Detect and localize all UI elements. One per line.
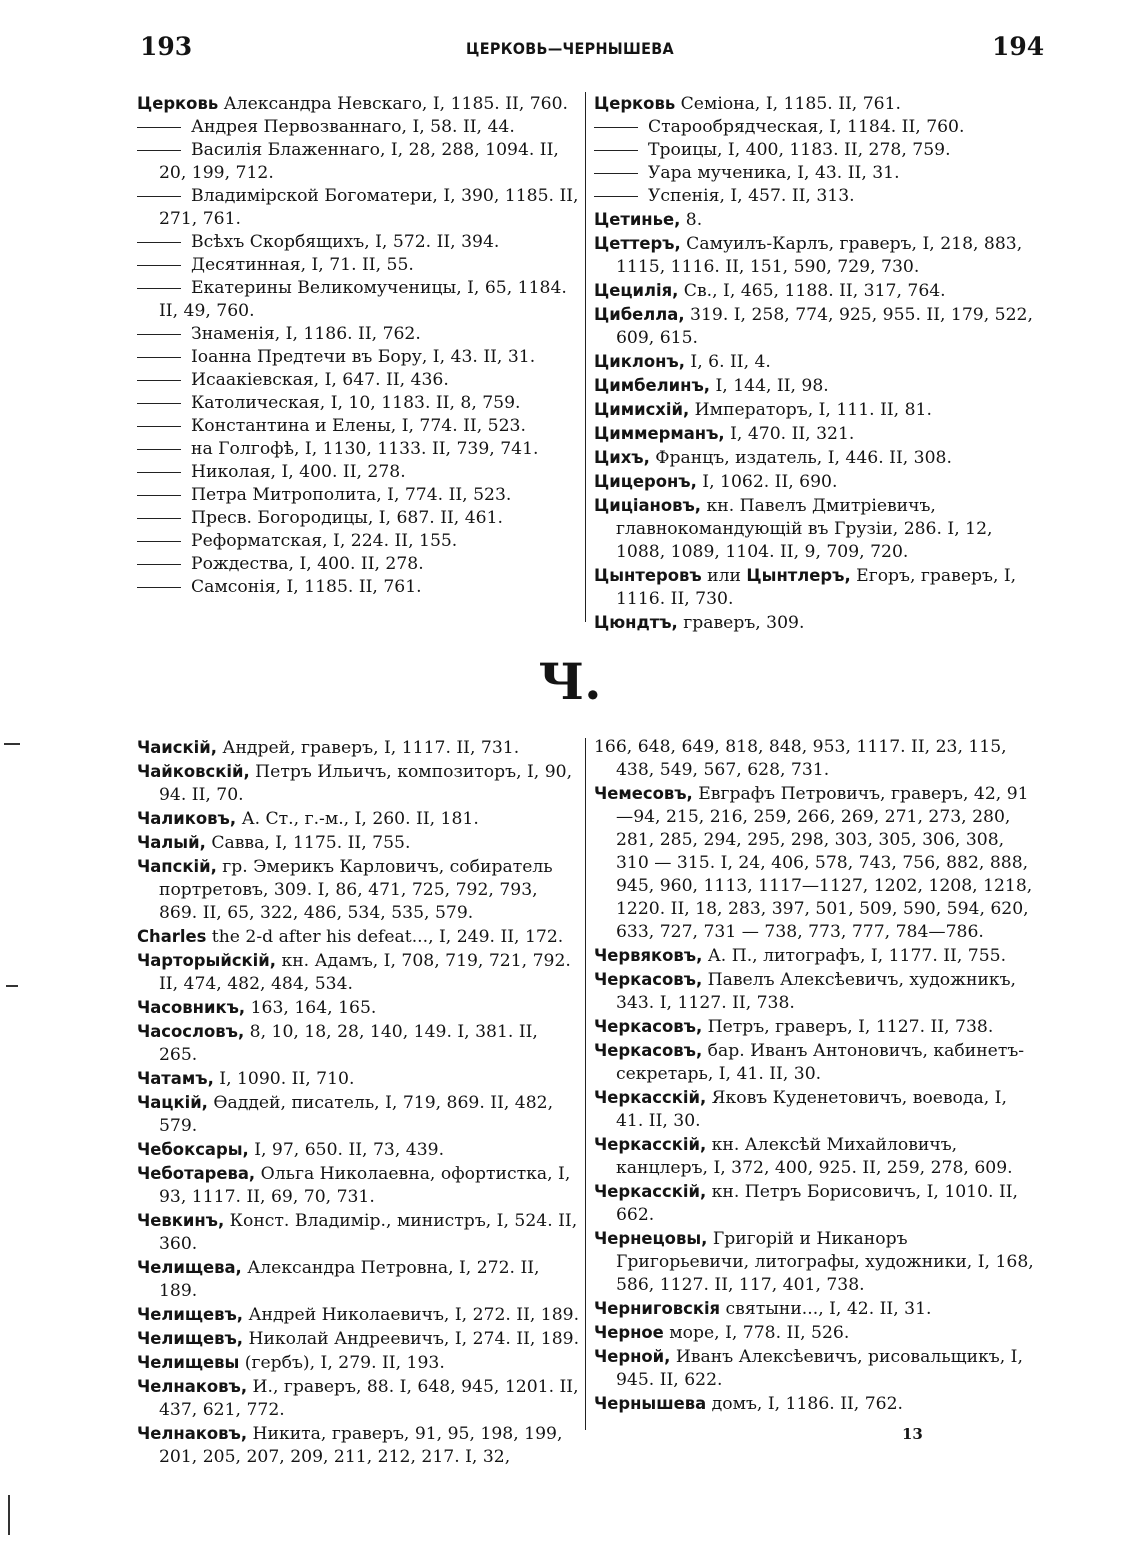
index-entry bbox=[137, 576, 580, 599]
entry-references: Самуилъ-Карлъ, граверъ, I, 218, 883, 1115, 1116. II, 151, 590, 729, 730. bbox=[616, 234, 1023, 277]
entry-references: Десятинная, I, 71. II, 55. bbox=[191, 255, 414, 275]
repeat-dash bbox=[594, 127, 638, 128]
index-entry bbox=[594, 564, 1039, 611]
index-entry bbox=[594, 1039, 1039, 1086]
entry-headword: Черкасскій, bbox=[594, 1088, 707, 1107]
index-entry bbox=[594, 374, 1039, 398]
margin-mark bbox=[6, 985, 18, 987]
entry-references: кн. Алексѣй Михайловичъ, канцлеръ, I, 372, 400, 925. II, 259, 278, 609. bbox=[616, 1135, 1013, 1178]
index-entry bbox=[137, 438, 580, 461]
entry-headword: Чацкій, bbox=[137, 1093, 208, 1112]
index-entry bbox=[137, 461, 580, 484]
entry-references: А. Ст., г.-м., I, 260. II, 181. bbox=[236, 809, 479, 829]
entry-headword: Челищевъ, bbox=[137, 1329, 244, 1348]
entry-references: 319. I, 258, 774, 925, 955. II, 179, 522, 609, 615. bbox=[616, 305, 1033, 348]
index-entry bbox=[594, 1180, 1039, 1227]
entry-headword: Черкасовъ, bbox=[594, 1041, 703, 1060]
entry-headword: Чаискій, bbox=[137, 738, 217, 757]
index-entry bbox=[137, 1351, 580, 1375]
index-entry bbox=[137, 1091, 580, 1138]
entry-references: I, 1062. II, 690. bbox=[696, 472, 838, 492]
index-entry bbox=[594, 1227, 1039, 1297]
entry-references: Григорій и Никаноръ Григорьевичи, литографы, художники, I, 168, 586, 1127. II, 117, 401, 738. bbox=[616, 1229, 1034, 1295]
index-entry bbox=[594, 611, 1039, 635]
index-entry bbox=[137, 139, 580, 185]
entry-headword: Цимисхій, bbox=[594, 400, 690, 419]
index-entry bbox=[137, 1209, 580, 1256]
index-entry bbox=[137, 760, 580, 807]
entry-references: Семіона, I, 1185. II, 761. bbox=[675, 94, 901, 114]
repeat-dash bbox=[137, 242, 181, 243]
entry-references: Императоръ, I, 111. II, 81. bbox=[689, 400, 932, 420]
entry-references: I, 97, 650. II, 73, 439. bbox=[248, 1140, 445, 1160]
entry-headword: Цицеронъ, bbox=[594, 472, 697, 491]
entry-references: Самсонія, I, 1185. II, 761. bbox=[191, 577, 422, 597]
index-column-ch-left bbox=[137, 736, 580, 1469]
index-entry bbox=[594, 232, 1039, 279]
index-entry bbox=[137, 949, 580, 996]
entry-headword: Черной, bbox=[594, 1347, 671, 1366]
repeat-dash bbox=[137, 196, 181, 197]
entry-references: I, 144, II, 98. bbox=[710, 376, 829, 396]
index-entry bbox=[137, 392, 580, 415]
index-entry bbox=[137, 369, 580, 392]
entry-references: Успенія, I, 457. II, 313. bbox=[648, 186, 855, 206]
entry-headword: Челнаковъ, bbox=[137, 1424, 248, 1443]
entry-headword: Цынтлеръ, bbox=[746, 566, 851, 585]
entry-headword: Чебоксары, bbox=[137, 1140, 249, 1159]
repeat-dash bbox=[137, 449, 181, 450]
entry-headword: Черниговскія bbox=[594, 1299, 721, 1318]
entry-headword: Charles bbox=[137, 927, 207, 946]
entry-references: домъ, I, 1186. II, 762. bbox=[706, 1394, 903, 1414]
index-entry bbox=[137, 507, 580, 530]
entry-references: Александра Петровна, I, 272. II, 189. bbox=[159, 1258, 540, 1301]
entry-references: 163, 164, 165. bbox=[245, 998, 377, 1018]
repeat-dash bbox=[137, 357, 181, 358]
index-entry bbox=[594, 185, 1039, 208]
entry-references: граверъ, 309. bbox=[677, 613, 805, 633]
repeat-dash bbox=[137, 288, 181, 289]
entry-headword: Цюндтъ, bbox=[594, 613, 678, 632]
entry-references: кн. Павелъ Дмитріевичъ, главнокомандующій въ Грузіи, 286. I, 12, 1088, 1089, 1104. II, 9, 709, 720. bbox=[616, 496, 993, 562]
entry-headword: Черное bbox=[594, 1323, 664, 1342]
index-entry bbox=[594, 1133, 1039, 1180]
entry-references: Павелъ Алексѣевичъ, художникъ, 343. I, 1127. II, 738. bbox=[616, 970, 1017, 1013]
entry-references: Никита, граверъ, 91, 95, 198, 199, 201, 205, 207, 209, 211, 212, 217. I, 32, bbox=[159, 1424, 563, 1467]
entry-references: Старообрядческая, I, 1184. II, 760. bbox=[648, 117, 965, 137]
entry-references: кн. Адамъ, I, 708, 719, 721, 792. II, 474, 482, 484, 534. bbox=[159, 951, 571, 994]
entry-references: Пресв. Богородицы, I, 687. II, 461. bbox=[191, 508, 503, 528]
index-entry bbox=[594, 470, 1039, 494]
index-entry bbox=[137, 1303, 580, 1327]
entry-references: гр. Эмерикъ Карловичъ, собиратель портретовъ, 309. I, 86, 471, 725, 792, 793, 869. II, 65, 322, 486, 534, 535, 579. bbox=[159, 857, 553, 923]
repeat-dash bbox=[137, 380, 181, 381]
entry-references: кн. Петръ Борисовичъ, I, 1010. II, 662. bbox=[616, 1182, 1019, 1225]
entry-references: Католическая, I, 10, 1183. II, 8, 759. bbox=[191, 393, 521, 413]
entry-headword: Челнаковъ, bbox=[137, 1377, 248, 1396]
entry-headword: Челищевъ, bbox=[137, 1305, 244, 1324]
entry-headword: Цетинье, bbox=[594, 210, 681, 229]
index-entry bbox=[594, 350, 1039, 374]
entry-references: Петра Митрополита, I, 774. II, 523. bbox=[191, 485, 512, 505]
entry-references: I, 1090. II, 710. bbox=[213, 1069, 355, 1089]
index-entry bbox=[137, 92, 580, 116]
index-entry bbox=[137, 996, 580, 1020]
repeat-dash bbox=[137, 564, 181, 565]
entry-references: I, 470. II, 321. bbox=[724, 424, 855, 444]
entry-references: Александра Невскаго, I, 1185. II, 760. bbox=[218, 94, 569, 114]
entry-references: the 2-d after his defeat..., I, 249. II, 172. bbox=[206, 927, 564, 947]
index-entry bbox=[137, 346, 580, 369]
repeat-dash bbox=[137, 495, 181, 496]
index-entry bbox=[137, 415, 580, 438]
entry-references: 8, 10, 18, 28, 140, 149. I, 381. II, 265. bbox=[159, 1022, 538, 1065]
repeat-dash bbox=[137, 265, 181, 266]
index-entry bbox=[137, 231, 580, 254]
entry-references: Исаакіевская, I, 647. II, 436. bbox=[191, 370, 449, 390]
index-entry bbox=[594, 208, 1039, 232]
entry-headword: Черкасовъ, bbox=[594, 970, 703, 989]
entry-headword: Челищева, bbox=[137, 1258, 242, 1277]
entry-headword: Цибелла, bbox=[594, 305, 685, 324]
index-entry bbox=[137, 553, 580, 576]
repeat-dash bbox=[594, 150, 638, 151]
entry-references: Уара мученика, I, 43. II, 31. bbox=[648, 163, 900, 183]
entry-headword: Чатамъ, bbox=[137, 1069, 214, 1088]
entry-references: Николая, I, 400. II, 278. bbox=[191, 462, 406, 482]
index-entry bbox=[137, 484, 580, 507]
repeat-dash bbox=[137, 150, 181, 151]
repeat-dash bbox=[137, 426, 181, 427]
entry-headword: Цецилія, bbox=[594, 281, 679, 300]
repeat-dash bbox=[137, 587, 181, 588]
repeat-dash bbox=[137, 127, 181, 128]
entry-references: Екатерины Великомученицы, I, 65, 1184. II, 49, 760. bbox=[159, 278, 567, 321]
page-number-left: 193 bbox=[140, 32, 193, 61]
entry-references: I, 6. II, 4. bbox=[684, 352, 771, 372]
entry-references: Андрей, граверъ, I, 1117. II, 731. bbox=[216, 738, 520, 758]
index-entry bbox=[137, 736, 580, 760]
entry-headword: Чарторыйскій, bbox=[137, 951, 277, 970]
entry-headword: Церковь bbox=[137, 94, 219, 113]
index-entry bbox=[137, 1256, 580, 1303]
entry-headword: Цихъ, bbox=[594, 448, 650, 467]
entry-references: Ѳаддей, писатель, I, 719, 869. II, 482, 579. bbox=[159, 1093, 554, 1136]
repeat-dash bbox=[137, 541, 181, 542]
index-entry bbox=[137, 1375, 580, 1422]
index-entry bbox=[137, 530, 580, 553]
entry-headword: Цеттеръ, bbox=[594, 234, 681, 253]
index-column-ch-right bbox=[594, 736, 1039, 1416]
entry-headword: Циммерманъ, bbox=[594, 424, 725, 443]
entry-references: Владимірской Богоматери, I, 390, 1185. II, 271, 761. bbox=[159, 186, 579, 229]
index-entry bbox=[594, 1015, 1039, 1039]
entry-references: Всѣхъ Скорбящихъ, I, 572. II, 394. bbox=[191, 232, 500, 252]
entry-references: Евграфъ Петровичъ, граверъ, 42, 91—94, 215, 216, 259, 266, 269, 271, 273, 280, 281, 285, 294, 295, 298, 303, 305, 306, 308, 310 — 315. I, 24, 406, 578, 743, 756, 882, 888, 945, 960, 1113, 1117—1127, 1202, 1208, 1218, 1220. II, 18, 283, 397, 501, 509, 590, 594, 620, 633, 727, 731 — 738, 773, 777, 784—786. bbox=[616, 784, 1033, 942]
index-entry bbox=[594, 139, 1039, 162]
entry-references: Петръ, граверъ, I, 1127. II, 738. bbox=[702, 1017, 994, 1037]
entry-headword: Чемесовъ, bbox=[594, 784, 693, 803]
index-entry bbox=[137, 831, 580, 855]
index-entry bbox=[137, 1162, 580, 1209]
repeat-dash bbox=[137, 334, 181, 335]
entry-references: Конст. Владимір., министръ, I, 524. II, 360. bbox=[159, 1211, 578, 1254]
index-entry bbox=[594, 422, 1039, 446]
index-entry bbox=[594, 1321, 1039, 1345]
index-entry bbox=[137, 116, 580, 139]
page-header bbox=[0, 32, 1140, 66]
entry-headword: Чернышева bbox=[594, 1394, 707, 1413]
index-entry bbox=[594, 1297, 1039, 1321]
repeat-dash bbox=[137, 472, 181, 473]
column-divider bbox=[585, 738, 586, 1430]
entry-references: 8. bbox=[680, 210, 703, 230]
entry-references: Іоанна Предтечи въ Бору, I, 43. II, 31. bbox=[191, 347, 536, 367]
entry-headword: Черкасскій, bbox=[594, 1182, 707, 1201]
entry-references: Францъ, издатель, I, 446. II, 308. bbox=[649, 448, 952, 468]
entry-references: Егоръ, граверъ, I, 1116. II, 730. bbox=[616, 566, 1017, 609]
index-entry bbox=[137, 1327, 580, 1351]
margin-mark bbox=[8, 1495, 10, 1535]
entry-headword: Чернецовы, bbox=[594, 1229, 708, 1248]
repeat-dash bbox=[137, 518, 181, 519]
index-entry bbox=[594, 944, 1039, 968]
entry-headword: Чайковскій, bbox=[137, 762, 250, 781]
entry-references: Петръ Ильичъ, композиторъ, I, 90, 94. II, 70. bbox=[159, 762, 573, 805]
entry-references: на Голгофѣ, I, 1130, 1133. II, 739, 741. bbox=[191, 439, 539, 459]
entry-headword: Часовникъ, bbox=[137, 998, 246, 1017]
entry-references: Св., I, 465, 1188. II, 317, 764. bbox=[678, 281, 946, 301]
index-entry bbox=[594, 116, 1039, 139]
index-entry bbox=[594, 736, 1039, 782]
index-entry bbox=[137, 277, 580, 323]
entry-references: Андрей Николаевичъ, I, 272. II, 189. bbox=[243, 1305, 580, 1325]
index-entry bbox=[594, 446, 1039, 470]
index-entry bbox=[137, 807, 580, 831]
entry-references: Николай Андреевичъ, I, 274. II, 189. bbox=[243, 1329, 580, 1349]
repeat-dash bbox=[137, 403, 181, 404]
index-entry bbox=[137, 1138, 580, 1162]
entry-headword: Цимбелинъ, bbox=[594, 376, 711, 395]
entry-headword: Чалый, bbox=[137, 833, 206, 852]
index-entry bbox=[137, 185, 580, 231]
index-entry bbox=[137, 855, 580, 925]
entry-headword: Черкасскій, bbox=[594, 1135, 707, 1154]
entry-references: бар. Иванъ Антоновичъ, кабинетъ-секретарь, I, 41. II, 30. bbox=[616, 1041, 1025, 1084]
entry-connector: или bbox=[701, 566, 747, 586]
entry-references: А. П., литографъ, I, 1177. II, 755. bbox=[702, 946, 1007, 966]
index-entry bbox=[594, 1086, 1039, 1133]
signature-mark: 13 bbox=[902, 1425, 923, 1443]
entry-references: Савва, I, 1175. II, 755. bbox=[205, 833, 411, 853]
entry-references: святыни..., I, 42. II, 31. bbox=[720, 1299, 932, 1319]
index-entry bbox=[594, 92, 1039, 116]
entry-headword: Чапскій, bbox=[137, 857, 217, 876]
entry-headword: Чевкинъ, bbox=[137, 1211, 225, 1230]
index-entry bbox=[137, 925, 580, 949]
section-letter: Ч. bbox=[538, 652, 602, 711]
entry-headword: Черкасовъ, bbox=[594, 1017, 703, 1036]
entry-references: Рождества, I, 400. II, 278. bbox=[191, 554, 424, 574]
index-entry bbox=[137, 254, 580, 277]
entry-references: Ольга Николаевна, офортистка, I, 93, 1117. II, 69, 70, 731. bbox=[159, 1164, 571, 1207]
entry-headword: Чеботарева, bbox=[137, 1164, 256, 1183]
index-entry bbox=[594, 162, 1039, 185]
entry-references: Иванъ Алексѣевичъ, рисовальщикъ, I, 945. II, 622. bbox=[616, 1347, 1023, 1390]
index-entry bbox=[594, 303, 1039, 350]
entry-headword: Циціановъ, bbox=[594, 496, 702, 515]
entry-headword: Челищевы bbox=[137, 1353, 240, 1372]
entry-headword: Цынтеровъ bbox=[594, 566, 702, 585]
index-entry bbox=[137, 1020, 580, 1067]
entry-references: 166, 648, 649, 818, 848, 953, 1117. II, 23, 115, 438, 549, 567, 628, 731. bbox=[594, 737, 1007, 780]
column-divider bbox=[585, 92, 586, 622]
repeat-dash bbox=[594, 173, 638, 174]
index-entry bbox=[594, 1345, 1039, 1392]
entry-references: Реформатская, I, 224. II, 155. bbox=[191, 531, 458, 551]
index-entry bbox=[594, 398, 1039, 422]
entry-headword: Часословъ, bbox=[137, 1022, 245, 1041]
entry-headword: Церковь bbox=[594, 94, 676, 113]
entry-headword: Червяковъ, bbox=[594, 946, 703, 965]
index-entry bbox=[137, 1422, 580, 1469]
index-entry bbox=[594, 279, 1039, 303]
entry-references: Константина и Елены, I, 774. II, 523. bbox=[191, 416, 526, 436]
repeat-dash bbox=[594, 196, 638, 197]
running-title: ЦЕРКОВЬ—ЧЕРНЫШЕВА bbox=[466, 39, 674, 58]
entry-references: (гербъ), I, 279. II, 193. bbox=[239, 1353, 445, 1373]
margin-mark bbox=[4, 743, 20, 745]
entry-headword: Циклонъ, bbox=[594, 352, 685, 371]
index-entry bbox=[137, 1067, 580, 1091]
index-entry bbox=[594, 968, 1039, 1015]
page-number-right: 194 bbox=[992, 32, 1045, 61]
index-entry bbox=[594, 782, 1039, 944]
entry-references: море, I, 778. II, 526. bbox=[663, 1323, 850, 1343]
index-column-c-right bbox=[594, 92, 1039, 635]
entry-references: Андрея Первозваннаго, I, 58. II, 44. bbox=[191, 117, 515, 137]
index-entry bbox=[137, 323, 580, 346]
entry-references: Яковъ Куденетовичъ, воевода, I, 41. II, 30. bbox=[616, 1088, 1007, 1131]
index-entry bbox=[594, 494, 1039, 564]
index-column-c-left bbox=[137, 92, 580, 599]
entry-references: Знаменія, I, 1186. II, 762. bbox=[191, 324, 421, 344]
index-entry bbox=[594, 1392, 1039, 1416]
entry-references: И., граверъ, 88. I, 648, 945, 1201. II, 437, 621, 772. bbox=[159, 1377, 579, 1420]
entry-headword: Чаликовъ, bbox=[137, 809, 237, 828]
entry-references: Василія Блаженнаго, I, 28, 288, 1094. II, 20, 199, 712. bbox=[159, 140, 559, 183]
entry-references: Троицы, I, 400, 1183. II, 278, 759. bbox=[648, 140, 951, 160]
